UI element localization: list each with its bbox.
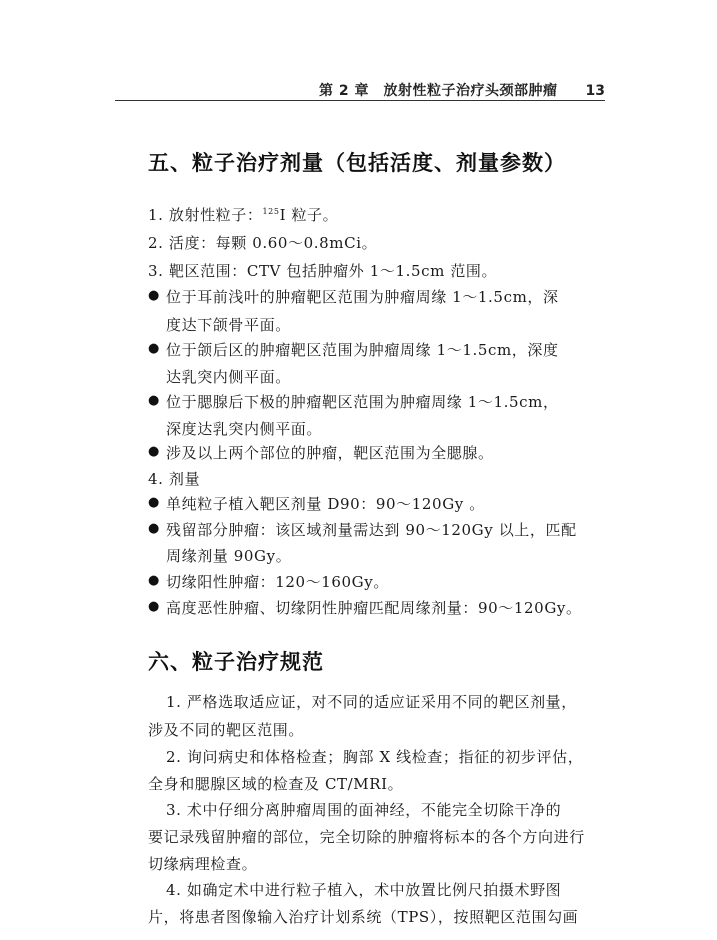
item-3: 3. 靶区范围：CTV 包括肿瘤外 1～1.5cm 范围。 [148, 262, 498, 280]
bullet-b1-line1: 单纯粒子植入靶区剂量 D90：90～120Gy 。 [166, 495, 485, 513]
bullet-a2-line1: 位于颌后区的肿瘤靶区范围为肿瘤周缘 1～1.5cm，深度 [166, 341, 559, 359]
para-1-line-2: 涉及不同的靶区范围。 [148, 721, 305, 739]
item-1-suffix: I 粒子。 [279, 206, 339, 224]
para-4-line-1: 4. 如确定术中进行粒子植入，术中放置比例尺拍摄术野图 [166, 881, 562, 899]
para-3-line-2: 要记录残留肿瘤的部位，完全切除的肿瘤将标本的各个方向进行 [148, 828, 585, 846]
bullet-a3-line2: 深度达乳突内侧平面。 [166, 420, 323, 438]
bullet-b4-line1: 高度恶性肿瘤、切缘阴性肿瘤匹配周缘剂量：90～120Gy。 [166, 599, 582, 617]
para-2-line-2: 全身和腮腺区域的检查及 CT/MRI。 [148, 775, 404, 793]
para-1-line-1: 1. 严格选取适应证，对不同的适应证采用不同的靶区剂量， [166, 693, 577, 711]
bullet-icon: ● [148, 341, 160, 356]
bullet-a3-line1: 位于腮腺后下极的肿瘤靶区范围为肿瘤周缘 1～1.5cm， [166, 393, 559, 411]
item-2: 2. 活度：每颗 0.60～0.8mCi。 [148, 234, 378, 252]
running-header [115, 80, 605, 100]
item-1-prefix: 1. 放射性粒子： [148, 206, 263, 224]
bullet-b2-line1: 残留部分肿瘤：该区域剂量需达到 90～120Gy 以上，匹配 [166, 521, 577, 539]
bullet-icon: ● [148, 599, 160, 614]
bullet-a4-line1: 涉及以上两个部位的肿瘤，靶区范围为全腮腺。 [166, 444, 494, 462]
bullet-icon: ● [148, 444, 160, 459]
section-5-heading: 五、粒子治疗剂量（包括活度、剂量参数） [148, 151, 566, 175]
item-4: 4. 剂量 [148, 470, 201, 488]
chapter-title: 第 2 章 放射性粒子治疗头颈部肿瘤 [319, 83, 558, 99]
bullet-b3-line1: 切缘阳性肿瘤：120～160Gy。 [166, 573, 389, 591]
bullet-icon: ● [148, 495, 160, 510]
bullet-icon: ● [148, 573, 160, 588]
page-number: 13 [585, 83, 605, 99]
bullet-icon: ● [148, 521, 160, 536]
para-2-line-1: 2. 询问病史和体格检查；胸部 X 线检查；指征的初步评估， [166, 748, 584, 766]
section-6-heading: 六、粒子治疗规范 [148, 650, 324, 674]
header-rule [115, 100, 605, 101]
bullet-icon: ● [148, 393, 160, 408]
isotope-superscript: 125 [262, 207, 280, 216]
bullet-b2-line2: 周缘剂量 90Gy。 [166, 547, 292, 565]
para-3-line-1: 3. 术中仔细分离肿瘤周围的面神经，不能完全切除干净的 [166, 801, 562, 819]
bullet-a1-line2: 度达下颌骨平面。 [166, 316, 291, 334]
para-4-line-2: 片，将患者图像输入治疗计划系统（TPS），按照靶区范围勾画 [148, 908, 579, 926]
bullet-a2-line2: 达乳突内侧平面。 [166, 368, 291, 386]
bullet-icon: ● [148, 288, 160, 303]
bullet-a1-line1: 位于耳前浅叶的肿瘤靶区范围为肿瘤周缘 1～1.5cm，深 [166, 288, 559, 306]
item-1 [148, 204, 338, 225]
para-3-line-3: 切缘病理检查。 [148, 855, 258, 873]
